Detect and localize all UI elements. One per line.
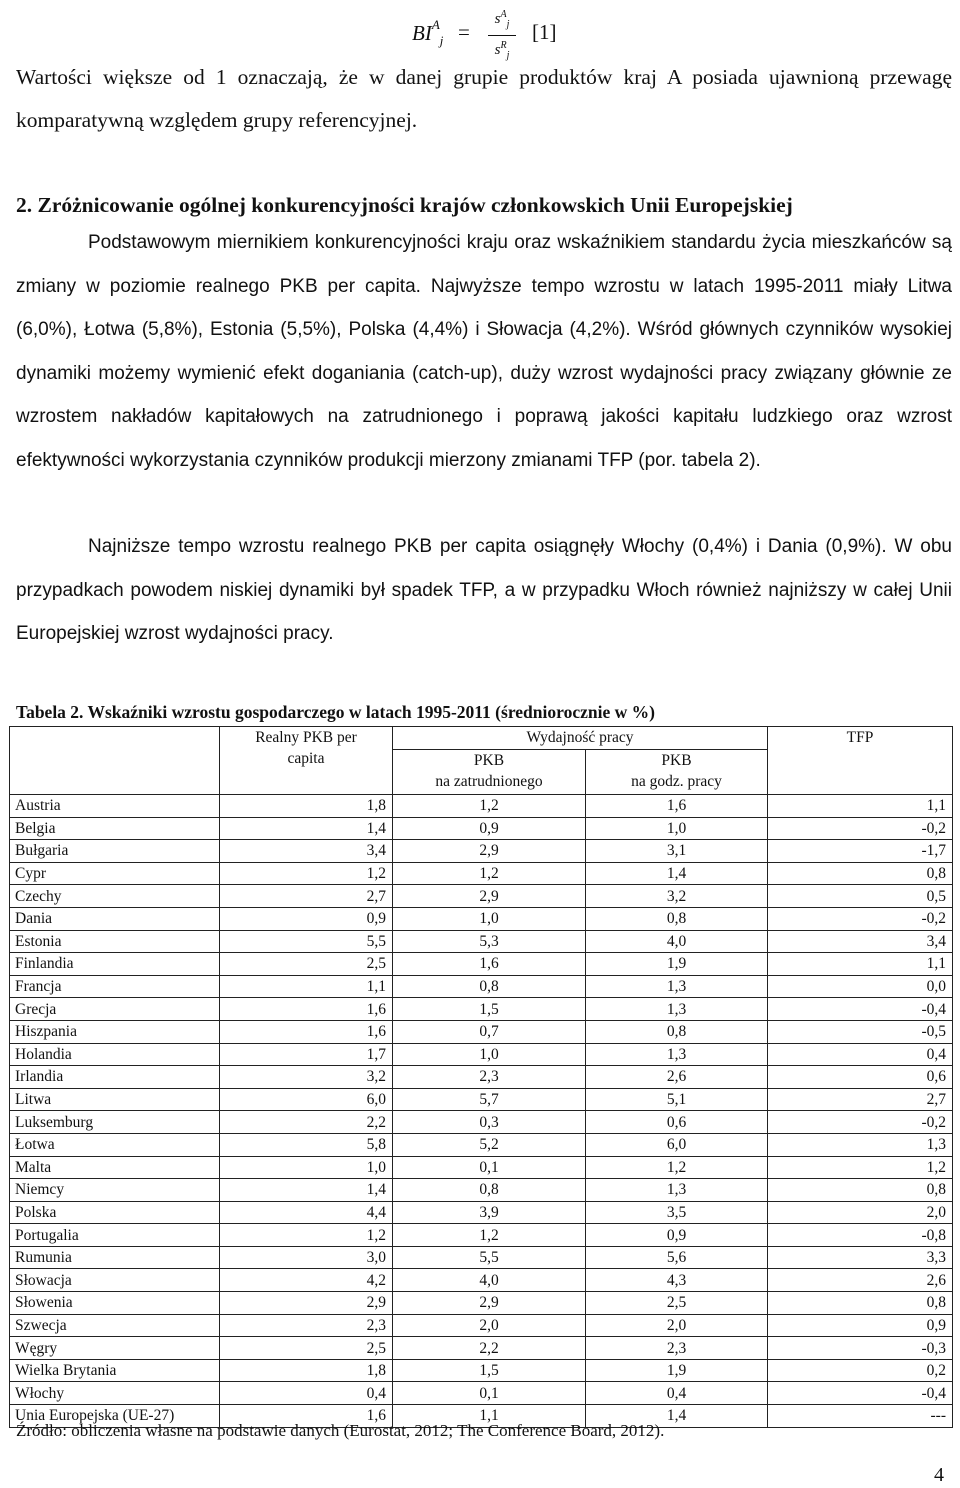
cell-country: Hiszpania bbox=[10, 1020, 220, 1043]
table-row bbox=[10, 1246, 953, 1269]
cell-gdp: 3,2 bbox=[220, 1066, 393, 1089]
cell-tfp: -1,7 bbox=[768, 840, 953, 863]
cell-tfp: 0,8 bbox=[768, 1179, 953, 1202]
cell-per-hour: 2,0 bbox=[586, 1314, 768, 1337]
table-row bbox=[10, 1133, 953, 1156]
cell-country: Holandia bbox=[10, 1043, 220, 1066]
header-country bbox=[10, 727, 220, 795]
cell-per-employee: 2,9 bbox=[393, 840, 586, 863]
cell-tfp: 0,2 bbox=[768, 1359, 953, 1382]
cell-tfp: 0,6 bbox=[768, 1066, 953, 1089]
cell-country: Austria bbox=[10, 795, 220, 818]
cell-per-hour: 0,8 bbox=[586, 907, 768, 930]
cell-per-hour: 0,6 bbox=[586, 1111, 768, 1134]
table-caption: Tabela 2. Wskaźniki wzrostu gospodarczego w latach 1995-2011 (średniorocznie w %) bbox=[16, 702, 655, 722]
table-row bbox=[10, 862, 953, 885]
cell-country: Czechy bbox=[10, 885, 220, 908]
cell-per-employee: 1,5 bbox=[393, 1359, 586, 1382]
cell-country: Grecja bbox=[10, 998, 220, 1021]
cell-per-hour: 1,3 bbox=[586, 1179, 768, 1202]
header-per-employee: PKB na zatrudnionego bbox=[393, 750, 586, 795]
cell-tfp: 0,8 bbox=[768, 1292, 953, 1315]
cell-per-employee: 1,0 bbox=[393, 1043, 586, 1066]
cell-gdp: 0,4 bbox=[220, 1382, 393, 1405]
formula-denominator: $s^R_j$ bbox=[494, 40, 510, 61]
cell-country: Luksemburg bbox=[10, 1111, 220, 1134]
cell-per-hour: 3,5 bbox=[586, 1201, 768, 1224]
table-row bbox=[10, 1020, 953, 1043]
cell-country: Węgry bbox=[10, 1337, 220, 1360]
cell-per-hour: 1,6 bbox=[586, 795, 768, 818]
cell-per-hour: 0,9 bbox=[586, 1224, 768, 1247]
cell-tfp: 1,2 bbox=[768, 1156, 953, 1179]
cell-gdp: 2,9 bbox=[220, 1292, 393, 1315]
cell-country: Finlandia bbox=[10, 953, 220, 976]
cell-tfp: -0,2 bbox=[768, 817, 953, 840]
cell-per-employee: 1,2 bbox=[393, 795, 586, 818]
body-paragraph-1: Podstawowym miernikiem konkurencyjności kraju oraz wskaźnikiem standardu życia mieszkańców są zmiany w poziomie realnego PKB per capita. Najwyższe tempo wzrostu w latach 1995-2011 miały Litwa (6,0%), Łotwa (5,8%), Estonia (5,5%), Polska (4,4%) i Słowacja (4,2%). Wśród głównych czynników wysokiej dynamiki możemy wymienić efekt doganiania (catch-up), duży wzrost wydajności pracy związany głównie ze wzrostem nakładów kapitałowych na zatrudnionego i poprawą jakości kapitału ludzkiego oraz wzrost efektywności wykorzystania czynników produkcji mierzony zmianami TFP (por. tabela 2). bbox=[16, 232, 952, 471]
cell-tfp: -0,2 bbox=[768, 907, 953, 930]
cell-per-employee: 3,9 bbox=[393, 1201, 586, 1224]
cell-country: Estonia bbox=[10, 930, 220, 953]
cell-country: Szwecja bbox=[10, 1314, 220, 1337]
cell-tfp: 2,6 bbox=[768, 1269, 953, 1292]
cell-per-hour: 4,0 bbox=[586, 930, 768, 953]
cell-gdp: 2,5 bbox=[220, 1337, 393, 1360]
cell-gdp: 1,6 bbox=[220, 998, 393, 1021]
cell-per-employee: 5,7 bbox=[393, 1088, 586, 1111]
cell-country: Francja bbox=[10, 975, 220, 998]
cell-per-hour: 1,3 bbox=[586, 998, 768, 1021]
cell-gdp: 6,0 bbox=[220, 1088, 393, 1111]
section-heading: 2. Zróżnicowanie ogólnej konkurencyjności krajów członkowskich Unii Europejskiej bbox=[16, 193, 793, 217]
cell-gdp: 1,0 bbox=[220, 1156, 393, 1179]
table-row bbox=[10, 1201, 953, 1224]
cell-per-employee: 1,5 bbox=[393, 998, 586, 1021]
cell-per-employee: 4,0 bbox=[393, 1269, 586, 1292]
header-per-hour: PKB na godz. pracy bbox=[586, 750, 768, 795]
cell-tfp: -0,4 bbox=[768, 1382, 953, 1405]
cell-per-hour: 1,9 bbox=[586, 953, 768, 976]
table-row bbox=[10, 1111, 953, 1134]
table-row bbox=[10, 1043, 953, 1066]
table-row bbox=[10, 1088, 953, 1111]
formula-bi bbox=[412, 6, 572, 61]
cell-per-employee: 2,9 bbox=[393, 1292, 586, 1315]
cell-per-employee: 5,5 bbox=[393, 1246, 586, 1269]
cell-per-employee: 0,8 bbox=[393, 975, 586, 998]
cell-per-hour: 2,6 bbox=[586, 1066, 768, 1089]
cell-per-hour: 1,0 bbox=[586, 817, 768, 840]
formula-lhs: $BI^A_j$ bbox=[412, 17, 444, 49]
cell-country: Słowacja bbox=[10, 1269, 220, 1292]
cell-tfp: 0,5 bbox=[768, 885, 953, 908]
table-row bbox=[10, 1156, 953, 1179]
page-number: 4 bbox=[934, 1464, 944, 1486]
table-row bbox=[10, 930, 953, 953]
cell-tfp: 3,3 bbox=[768, 1246, 953, 1269]
cell-per-hour: 0,8 bbox=[586, 1020, 768, 1043]
table-row bbox=[10, 817, 953, 840]
cell-country: Słowenia bbox=[10, 1292, 220, 1315]
cell-gdp: 1,2 bbox=[220, 862, 393, 885]
cell-per-hour: 1,4 bbox=[586, 1405, 768, 1428]
formula-numerator: $s^A_j$ bbox=[494, 9, 510, 30]
cell-per-employee: 0,1 bbox=[393, 1156, 586, 1179]
cell-tfp: 1,1 bbox=[768, 795, 953, 818]
cell-per-hour: 2,5 bbox=[586, 1292, 768, 1315]
cell-per-hour: 3,1 bbox=[586, 840, 768, 863]
cell-tfp: 2,7 bbox=[768, 1088, 953, 1111]
cell-gdp: 1,7 bbox=[220, 1043, 393, 1066]
table-row bbox=[10, 885, 953, 908]
cell-gdp: 2,3 bbox=[220, 1314, 393, 1337]
cell-gdp: 1,6 bbox=[220, 1405, 393, 1428]
cell-per-hour: 0,4 bbox=[586, 1382, 768, 1405]
cell-gdp: 2,7 bbox=[220, 885, 393, 908]
table-row bbox=[10, 1179, 953, 1202]
cell-tfp: -0,8 bbox=[768, 1224, 953, 1247]
cell-per-hour: 1,3 bbox=[586, 975, 768, 998]
cell-country: Wielka Brytania bbox=[10, 1359, 220, 1382]
cell-per-employee: 2,2 bbox=[393, 1337, 586, 1360]
cell-per-employee: 1,6 bbox=[393, 953, 586, 976]
cell-gdp: 3,4 bbox=[220, 840, 393, 863]
table-row bbox=[10, 1359, 953, 1382]
cell-per-employee: 5,2 bbox=[393, 1133, 586, 1156]
cell-per-employee: 0,3 bbox=[393, 1111, 586, 1134]
cell-gdp: 1,1 bbox=[220, 975, 393, 998]
table-row bbox=[10, 1382, 953, 1405]
cell-tfp: 0,8 bbox=[768, 862, 953, 885]
cell-gdp: 1,4 bbox=[220, 1179, 393, 1202]
cell-country: Dania bbox=[10, 907, 220, 930]
cell-country: Malta bbox=[10, 1156, 220, 1179]
cell-tfp: -0,5 bbox=[768, 1020, 953, 1043]
cell-country: Belgia bbox=[10, 817, 220, 840]
fraction-bar bbox=[488, 35, 516, 36]
table-row bbox=[10, 1066, 953, 1089]
cell-country: Polska bbox=[10, 1201, 220, 1224]
cell-gdp: 5,5 bbox=[220, 930, 393, 953]
table-row bbox=[10, 1269, 953, 1292]
cell-gdp: 4,4 bbox=[220, 1201, 393, 1224]
cell-country: Włochy bbox=[10, 1382, 220, 1405]
cell-gdp: 5,8 bbox=[220, 1133, 393, 1156]
table-row bbox=[10, 1314, 953, 1337]
cell-per-employee: 1,0 bbox=[393, 907, 586, 930]
cell-tfp: 0,0 bbox=[768, 975, 953, 998]
table-row bbox=[10, 1337, 953, 1360]
cell-country: Cypr bbox=[10, 862, 220, 885]
cell-gdp: 1,4 bbox=[220, 817, 393, 840]
cell-country: Bułgaria bbox=[10, 840, 220, 863]
cell-per-hour: 1,3 bbox=[586, 1043, 768, 1066]
cell-per-hour: 1,2 bbox=[586, 1156, 768, 1179]
cell-per-hour: 5,6 bbox=[586, 1246, 768, 1269]
cell-country: Unia Europejska (UE-27) bbox=[10, 1405, 220, 1428]
cell-per-employee: 1,2 bbox=[393, 862, 586, 885]
cell-per-hour: 5,1 bbox=[586, 1088, 768, 1111]
cell-gdp: 3,0 bbox=[220, 1246, 393, 1269]
table-row bbox=[10, 998, 953, 1021]
cell-tfp: -0,4 bbox=[768, 998, 953, 1021]
formula-equals: = bbox=[458, 20, 470, 44]
cell-tfp: 2,0 bbox=[768, 1201, 953, 1224]
cell-per-employee: 0,1 bbox=[393, 1382, 586, 1405]
cell-country: Łotwa bbox=[10, 1133, 220, 1156]
cell-per-hour: 2,3 bbox=[586, 1337, 768, 1360]
cell-per-hour: 1,9 bbox=[586, 1359, 768, 1382]
cell-tfp: 0,4 bbox=[768, 1043, 953, 1066]
cell-gdp: 1,6 bbox=[220, 1020, 393, 1043]
cell-country: Portugalia bbox=[10, 1224, 220, 1247]
header-tfp: TFP bbox=[768, 727, 953, 795]
cell-country: Irlandia bbox=[10, 1066, 220, 1089]
cell-per-employee: 2,0 bbox=[393, 1314, 586, 1337]
table-row bbox=[10, 795, 953, 818]
cell-gdp: 4,2 bbox=[220, 1269, 393, 1292]
cell-country: Litwa bbox=[10, 1088, 220, 1111]
table-row bbox=[10, 953, 953, 976]
cell-gdp: 0,9 bbox=[220, 907, 393, 930]
table-row bbox=[10, 840, 953, 863]
cell-tfp: 3,4 bbox=[768, 930, 953, 953]
table-row bbox=[10, 975, 953, 998]
cell-tfp: -0,2 bbox=[768, 1111, 953, 1134]
cell-tfp: --- bbox=[768, 1405, 953, 1428]
cell-per-hour: 3,2 bbox=[586, 885, 768, 908]
header-gdp: Realny PKB per capita bbox=[220, 727, 393, 795]
cell-per-employee: 2,3 bbox=[393, 1066, 586, 1089]
table-row bbox=[10, 1224, 953, 1247]
cell-tfp: -0,3 bbox=[768, 1337, 953, 1360]
cell-country: Niemcy bbox=[10, 1179, 220, 1202]
cell-gdp: 1,8 bbox=[220, 1359, 393, 1382]
cell-tfp: 1,3 bbox=[768, 1133, 953, 1156]
table-body bbox=[10, 795, 953, 1428]
cell-per-hour: 6,0 bbox=[586, 1133, 768, 1156]
intro-paragraph: Wartości większe od 1 oznaczają, że w danej grupie produktów kraj A posiada ujawnioną przewagę komparatywną względem grupy referencyjnej. bbox=[16, 65, 952, 132]
cell-gdp: 1,8 bbox=[220, 795, 393, 818]
source-note: Źródło: obliczenia własne na podstawie danych (Eurostat, 2012; The Conference Board, 2012). bbox=[16, 1421, 665, 1440]
cell-per-hour: 1,4 bbox=[586, 862, 768, 885]
table-row bbox=[10, 1292, 953, 1315]
cell-gdp: 2,5 bbox=[220, 953, 393, 976]
header-productivity: Wydajność pracy bbox=[393, 727, 768, 750]
cell-per-hour: 4,3 bbox=[586, 1269, 768, 1292]
cell-per-employee: 0,8 bbox=[393, 1179, 586, 1202]
growth-indicators-table bbox=[9, 726, 953, 1428]
body-paragraph-2: Najniższe tempo wzrostu realnego PKB per capita osiągnęły Włochy (0,4%) i Dania (0,9%). W obu przypadkach powodem niskiej dynamiki był spadek TFP, a w przypadku Włoch również najniższy w całej Unii Europejskiej wzrost wydajności pracy. bbox=[16, 536, 952, 644]
formula-number: [1] bbox=[532, 20, 557, 44]
cell-gdp: 1,2 bbox=[220, 1224, 393, 1247]
cell-gdp: 2,2 bbox=[220, 1111, 393, 1134]
cell-per-employee: 0,7 bbox=[393, 1020, 586, 1043]
cell-per-employee: 1,2 bbox=[393, 1224, 586, 1247]
cell-per-employee: 5,3 bbox=[393, 930, 586, 953]
cell-tfp: 1,1 bbox=[768, 953, 953, 976]
cell-country: Rumunia bbox=[10, 1246, 220, 1269]
cell-per-employee: 1,1 bbox=[393, 1405, 586, 1428]
cell-tfp: 0,9 bbox=[768, 1314, 953, 1337]
cell-per-employee: 0,9 bbox=[393, 817, 586, 840]
cell-per-employee: 2,9 bbox=[393, 885, 586, 908]
table-row bbox=[10, 907, 953, 930]
